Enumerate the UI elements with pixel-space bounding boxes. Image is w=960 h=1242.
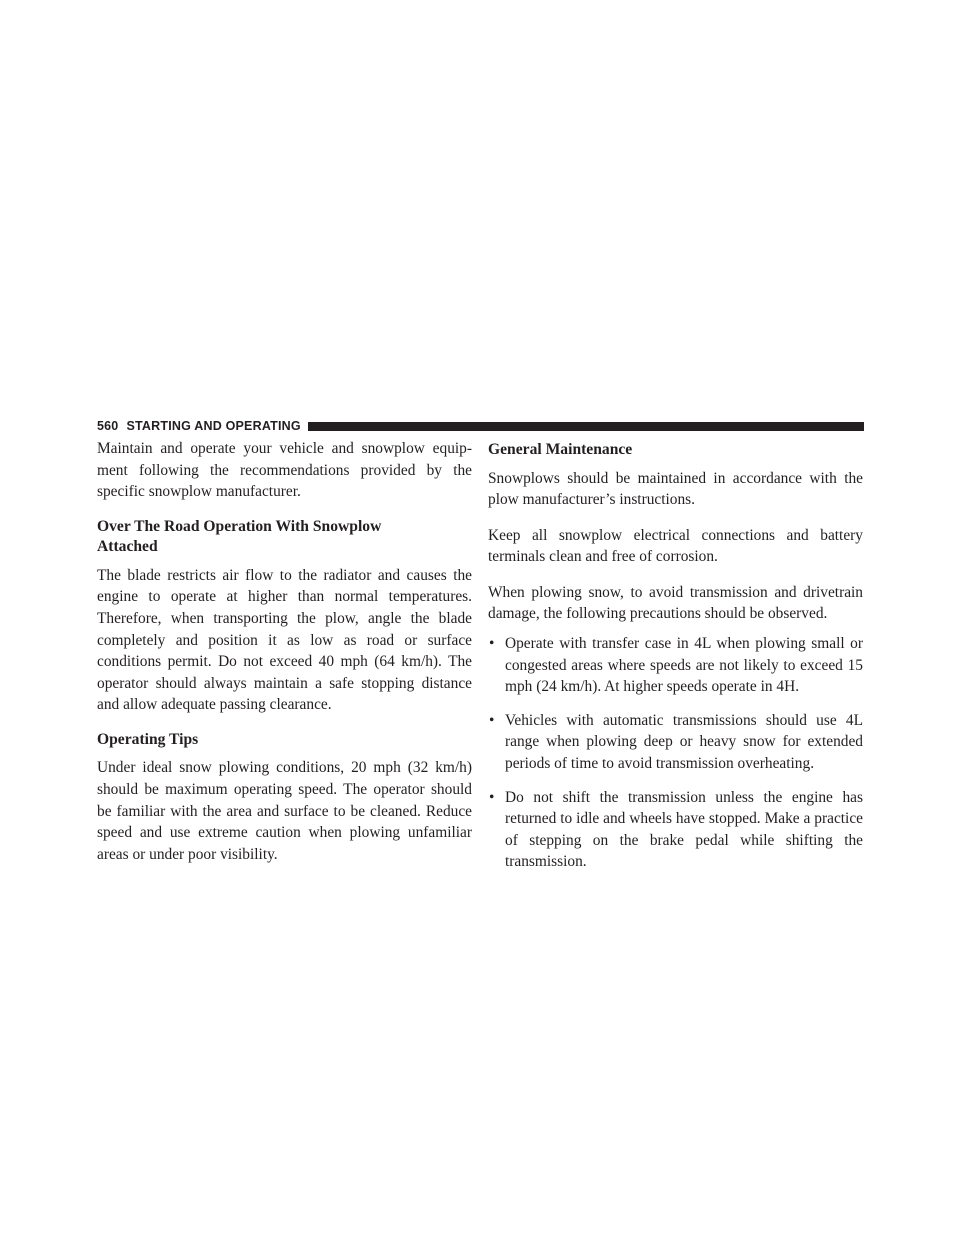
list-item-text: Do not shift the transmission unless the engine has returned to idle and wheels have stopped. Make a practice of stepping on the brake pedal while shifting the transmission. (505, 788, 863, 871)
list-item-text: Operate with transfer case in 4L when plowing small or congested areas where speeds are not likely to exceed 15 mph (24 km/h). At higher speeds operate in 4H. (505, 635, 863, 696)
heading-road-operation-line1: Over The Road Operation With Snowplow (97, 517, 382, 535)
precautions-intro: When plowing snow, to avoid transmission and drivetrain damage, the following precautions should be observed. (488, 583, 863, 623)
maintenance-paragraph-1: Snowplows should be maintained in accordance with the plow manufacturer’s instructions. (488, 469, 863, 509)
heading-general-maintenance: General Maintenance (488, 441, 633, 458)
list-item (488, 633, 863, 698)
page-number: 560 (97, 419, 119, 433)
bullet-icon: • (489, 788, 495, 806)
bullet-icon: • (489, 711, 495, 729)
road-operation-paragraph: The blade restricts air flow to the radiator and causes the engine to operate at higher than normal temperatures. Therefore, when transporting the plow, angle the blade completely and position it as low as road or surface conditions permit. Do not exceed 40 mph (64 km/h). The operator should always maintain a safe stopping distance and allow adequate passing clearance. (97, 566, 472, 714)
left-column (97, 438, 472, 879)
heading-road-operation-line2: Attached (97, 538, 158, 556)
section-title: STARTING AND OPERATING (126, 419, 301, 433)
precautions-list (488, 633, 863, 873)
intro-paragraph: Maintain and operate your vehicle and snowplow equip-ment following the recommendations provided by the specific snowplow manufacturer. (97, 440, 472, 501)
maintenance-paragraph-2: Keep all snowplow electrical connections and battery terminals clean and free of corrosion. (488, 526, 863, 566)
heading-operating-tips: Operating Tips (97, 730, 199, 748)
header-rule (308, 422, 864, 431)
list-item (488, 787, 863, 873)
list-item-text: Vehicles with automatic transmissions should use 4L range when plowing deep or heavy snow for extended periods of time to avoid transmission overheating. (505, 711, 863, 773)
page-header (97, 418, 864, 434)
right-column (488, 438, 863, 885)
list-item (488, 710, 863, 775)
heading-road-operation (97, 517, 472, 558)
operating-tips-paragraph: Under ideal snow plowing conditions, 20 mph (32 km/h) should be maximum operating speed. The operator should be familiar with the area and surface to be cleaned. Reduce speed and use extreme caution when plowing unfamiliar areas or under poor visibility. (97, 759, 472, 863)
bullet-icon: • (489, 635, 495, 653)
